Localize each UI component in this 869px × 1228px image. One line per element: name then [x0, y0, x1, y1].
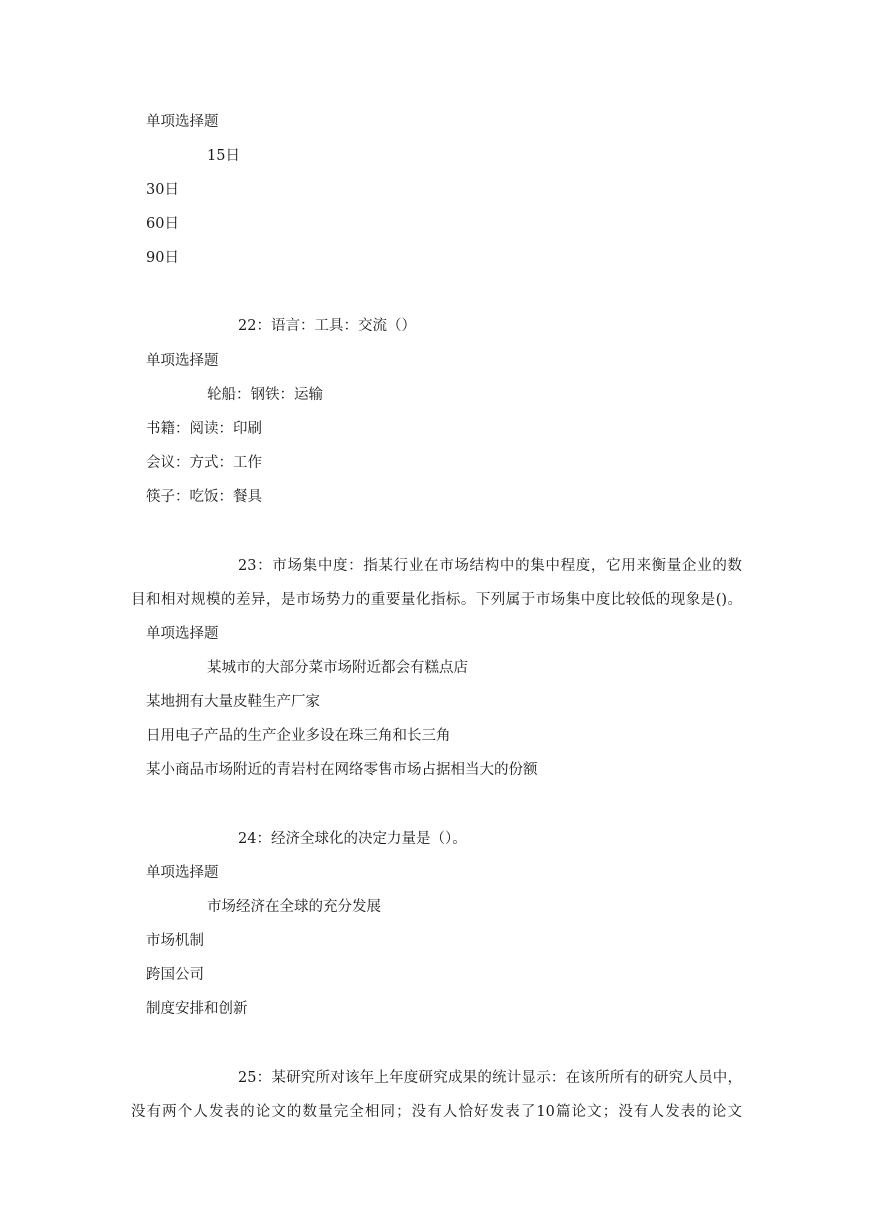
- question-22-option-c: 会议：方式：工作: [146, 455, 262, 471]
- question-21-option-a: 15日: [207, 148, 240, 164]
- question-21-option-d: 90日: [146, 250, 179, 266]
- question-23-option-c: 日用电子产品的生产企业多设在珠三角和长三角: [146, 728, 451, 744]
- question-22-stem: 22：语言：工具：交流（）: [238, 318, 416, 334]
- question-24-option-a: 市场经济在全球的充分发展: [207, 899, 381, 915]
- question-23-type-label: 单项选择题: [146, 626, 219, 642]
- question-21-option-b: 30日: [146, 182, 179, 198]
- question-22-option-b: 书籍：阅读：印刷: [146, 421, 262, 437]
- question-21-option-c: 60日: [146, 216, 179, 232]
- question-22-type-label: 单项选择题: [146, 353, 219, 369]
- question-24-option-d: 制度安排和创新: [146, 1001, 248, 1017]
- question-23-option-d: 某小商品市场附近的青岩村在网络零售市场占据相当大的份额: [146, 762, 538, 778]
- question-25-stem-line-2: 没有两个人发表的论文的数量完全相同；没有人恰好发表了10篇论文；没有人发表的论文: [131, 1104, 742, 1120]
- question-23-stem-line-2: 目和相对规模的差异，是市场势力的重要量化指标。下列属于市场集中度比较低的现象是()。: [131, 592, 742, 608]
- question-22-option-d: 筷子：吃饭：餐具: [146, 489, 262, 505]
- question-21-type-label: 单项选择题: [146, 114, 219, 130]
- question-24-stem: 24：经济全球化的决定力量是（）。: [238, 831, 467, 847]
- question-24-type-label: 单项选择题: [146, 865, 219, 881]
- question-23-stem-line-1: 23：市场集中度：指某行业在市场结构中的集中程度，它用来衡量企业的数: [238, 558, 742, 574]
- question-25-stem-line-1: 25：某研究所对该年上年度研究成果的统计显示：在该所所有的研究人员中，: [238, 1070, 742, 1086]
- question-24-option-b: 市场机制: [146, 933, 204, 949]
- question-23-option-a: 某城市的大部分菜市场附近都会有糕点店: [207, 660, 468, 676]
- question-24-option-c: 跨国公司: [146, 967, 204, 983]
- question-23-option-b: 某地拥有大量皮鞋生产厂家: [146, 694, 320, 710]
- question-22-option-a: 轮船：钢铁：运输: [207, 387, 323, 403]
